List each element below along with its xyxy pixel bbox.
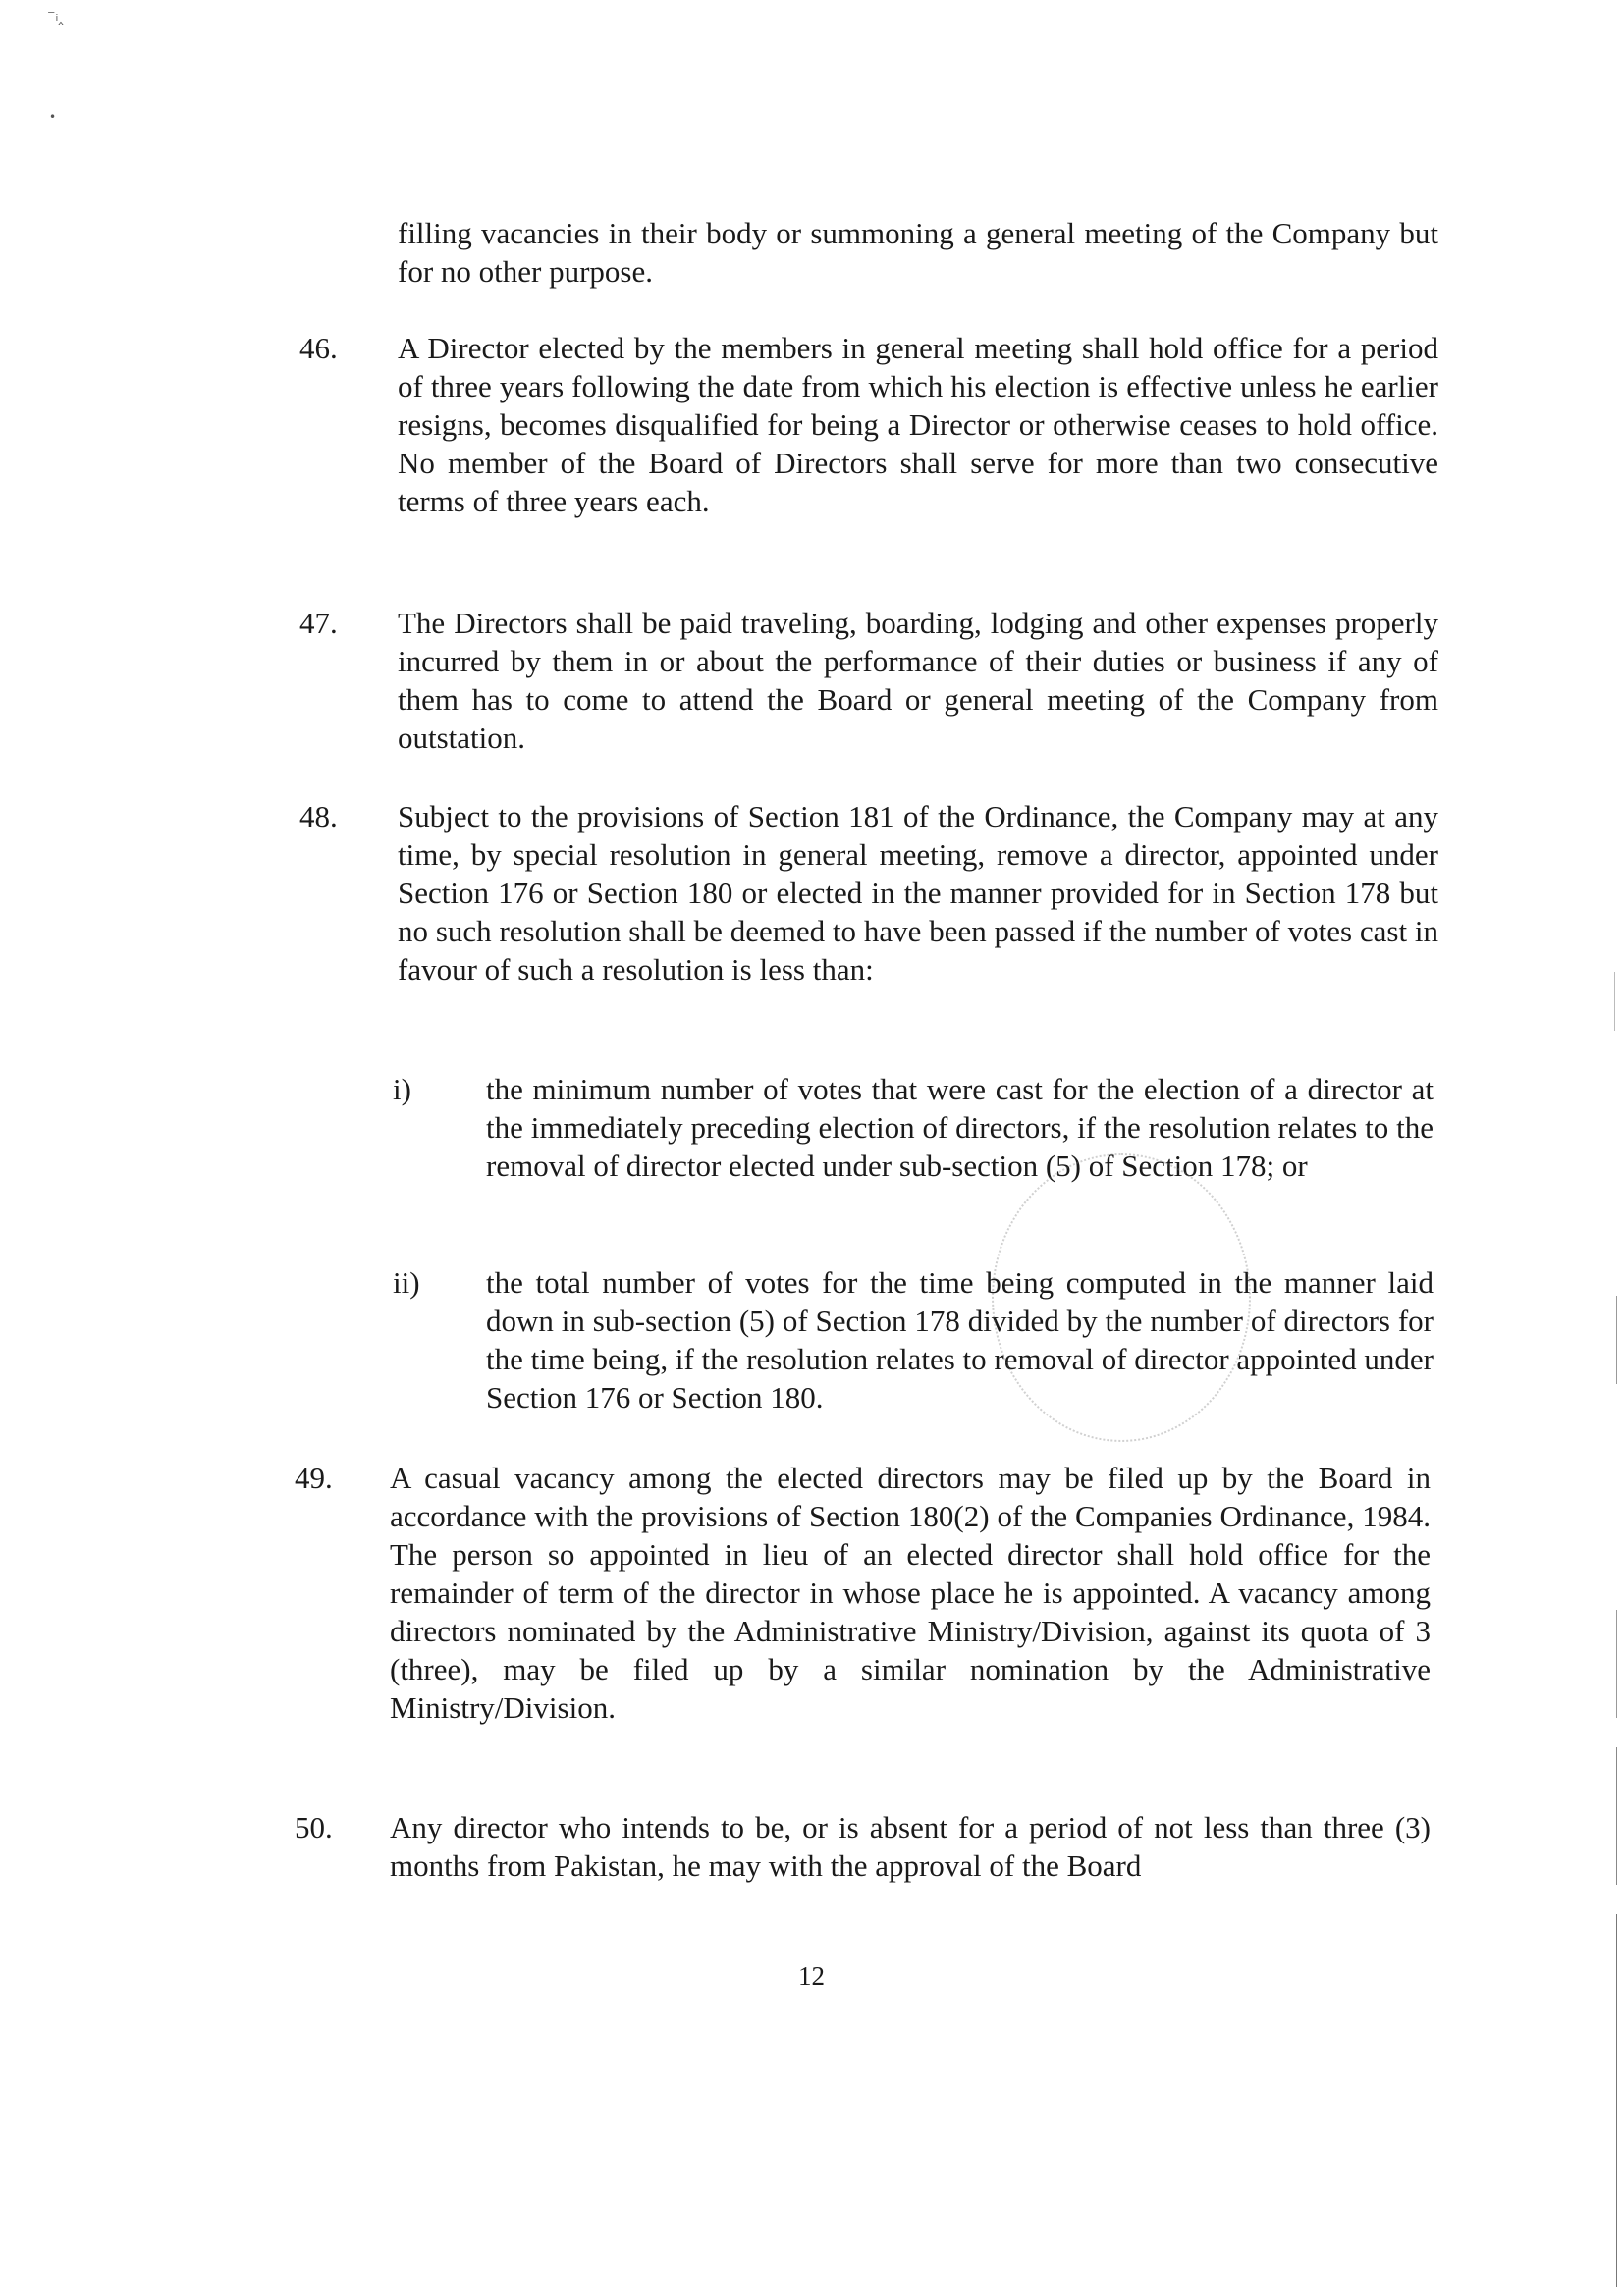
clause-48-subitem-i-number: i) — [393, 1072, 411, 1106]
clause-46-text: A Director elected by the members in general meeting shall hold office for a period of three years following the date from which his election is effective unless he earlier resigns, becomes disqualified for being a Director or otherwise ceases to hold office. No member of the Board of Directors shall serve for more than two consecutive terms of three years each. — [398, 331, 1438, 518]
clause-49-text: A casual vacancy among the elected directors may be filed up by the Board in accordance with the provisions of Section 180(2) of the Companies Ordinance, 1984. The person so appointed in lieu of an elected director shall hold office for the remainder of term of the director in whose place he is appointed. A vacancy among directors nominated by the Administrative Ministry/Division, against its quota of 3 (three), may be filed up by a similar nomination by the Administrative Ministry/Division. — [390, 1461, 1431, 1725]
stamp-impression — [992, 1153, 1251, 1442]
clause-47-text: The Directors shall be paid traveling, boarding, lodging and other expenses properly incurred by them in or about the performance of their duties or business if any of them has to come to attend the Board or general meeting of the Company from outstation. — [398, 606, 1438, 755]
page-number: 12 — [798, 1961, 825, 1991]
clause-48-number: 48. — [299, 799, 338, 833]
scan-edge-line-1 — [1614, 972, 1615, 1031]
clause-48-subitem-ii-number: ii) — [393, 1265, 420, 1300]
scan-edge-line-2 — [1616, 1296, 1617, 1384]
scan-edge-line-4 — [1616, 1747, 1617, 1885]
clause-48-text: Subject to the provisions of Section 181 of the Ordinance, the Company may at any time, by special resolution in general meeting, remove a director, appointed under Section 176 or Section 180 or elected in the manner provided for in Section 178 but no such resolution shall be deemed to have been passed if the number of votes cast in favour of such a resolution is less than: — [398, 799, 1438, 987]
clause-47-number: 47. — [299, 606, 338, 640]
clause-48-subitem-i-text: the minimum number of votes that were cast for the election of a director at the immediately preceding election of directors, if the resolution relates to the removal of director elected under sub-section (5) of Section 178; or — [486, 1072, 1434, 1183]
intro-paragraph: filling vacancies in their body or summoning a general meeting of the Company but for no other purpose. — [398, 216, 1438, 289]
scan-edge-line-3 — [1616, 1610, 1617, 1718]
clause-46-number: 46. — [299, 331, 338, 365]
clause-50-number: 50. — [295, 1810, 333, 1844]
clause-49-number: 49. — [295, 1461, 333, 1495]
clause-48-subitem-ii-text: the total number of votes for the time being computed in the manner laid down in sub-section (5) of Section 178 divided by the number of directors for the time being, if the resolution relates to removal of director appointed under Section 176 or Section 180. — [486, 1265, 1434, 1415]
scan-mark-top: ⁻ᵢ‸ — [47, 6, 64, 25]
scan-dot: • — [49, 110, 57, 124]
scan-edge-line-5 — [1616, 1914, 1617, 2287]
clause-50-text: Any director who intends to be, or is absent for a period of not less than three (3) months from Pakistan, he may with the approval of the Board — [390, 1810, 1431, 1883]
